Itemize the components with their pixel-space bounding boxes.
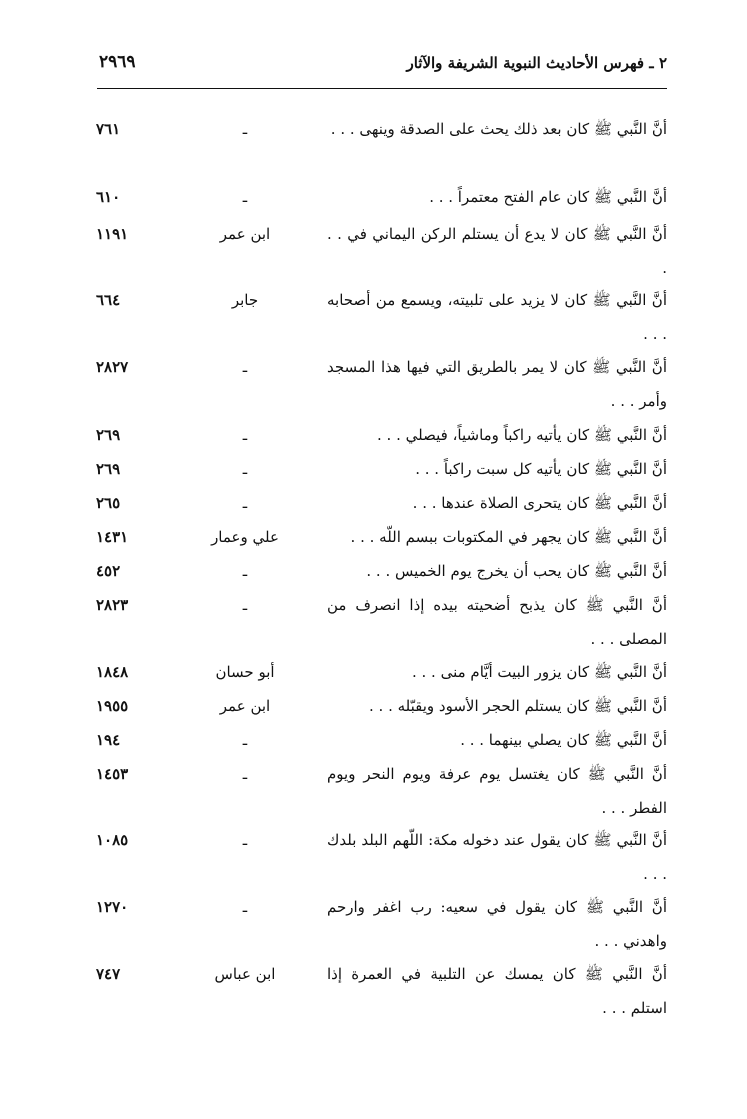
hadith-text: أنَّ النَّبي ﷺ كان يتحرى الصلاة عندها . . . — [412, 494, 667, 512]
hadith-text: أنَّ النَّبي ﷺ كان يذبح أضحيته بيده إذا انصرف من المصلى . . . — [327, 596, 667, 648]
hadith-text: أنَّ النَّبي ﷺ كان يجهر في المكتوبات ببسم اللّه . . . — [350, 528, 667, 546]
entry-number: ٢٦٥ — [96, 494, 121, 512]
narrator: ـ — [242, 120, 248, 138]
narrator: ـ — [242, 596, 248, 614]
hadith-text: أنَّ النَّبي ﷺ كان يزور البيت أيَّام منى . . . — [411, 663, 667, 681]
hadith-text: أنَّ النَّبي ﷺ كان لا يدع أن يستلم الركن اليماني في . . . — [327, 225, 667, 277]
narrator: ـ — [242, 731, 248, 749]
entry-number: ٧٦١ — [96, 120, 121, 138]
hadith-text: أنَّ النَّبي ﷺ كان عام الفتح معتمراً . . . — [429, 188, 667, 206]
narrator: ـ — [242, 831, 248, 849]
entry-number: ٢٨٢٧ — [96, 358, 129, 376]
entry-number: ١٩٤ — [96, 731, 121, 749]
entry-number: ٦١٠ — [96, 188, 121, 206]
narrator: ـ — [242, 765, 248, 783]
hadith-text: أنَّ النَّبي ﷺ كان لا يمر بالطريق التي فيها هذا المسجد وأمر . . . — [327, 358, 667, 410]
narrator: ـ — [242, 460, 248, 478]
hadith-text: أنَّ النَّبي ﷺ كان يقول عند دخوله مكة: اللّهم البلد بلدك . . . — [327, 831, 667, 883]
entry-number: ٢٨٢٣ — [96, 596, 129, 614]
running-title: ٢ ـ فهرس الأحاديث النبوية الشريفة والآثار — [406, 54, 667, 72]
hadith-text: أنَّ النَّبي ﷺ كان يمسك عن التلبية في العمرة إذا استلم . . . — [327, 965, 667, 1017]
hadith-text: أنَّ النَّبي ﷺ كان يصلي بينهما . . . — [460, 731, 667, 749]
entry-number: ٢٦٩ — [96, 460, 121, 478]
narrator: ابن عمر — [219, 225, 271, 243]
entry-number: ١٤٥٣ — [96, 765, 129, 783]
entry-number: ١٩٥٥ — [96, 697, 129, 715]
entry-number: ١١٩١ — [96, 225, 129, 243]
hadith-text: أنَّ النَّبي ﷺ كان يحب أن يخرج يوم الخميس . . . — [366, 562, 667, 580]
hadith-text: أنَّ النَّبي ﷺ كان يأتيه راكباً وماشياً، فيصلي . . . — [377, 426, 667, 444]
narrator: جابر — [231, 291, 259, 309]
entry-number: ١٨٤٨ — [96, 663, 129, 681]
narrator: ابن عباس — [214, 965, 276, 983]
hadith-text: أنَّ النَّبي ﷺ كان لا يزيد على تلبيته، ويسمع من أصحابه . . . — [327, 291, 667, 343]
narrator: علي وعمار — [211, 528, 279, 546]
narrator: ـ — [242, 358, 248, 376]
entry-number: ٢٦٩ — [96, 426, 121, 444]
hadith-text: أنَّ النَّبي ﷺ كان يأتيه كل سبت راكباً . . . — [415, 460, 667, 478]
entry-number: ٧٤٧ — [96, 965, 121, 983]
page-header — [97, 48, 667, 89]
entry-number: ١٢٧٠ — [96, 898, 129, 916]
narrator: ـ — [242, 188, 248, 206]
hadith-text: أنَّ النَّبي ﷺ كان بعد ذلك يحث على الصدقة وينهى . . . — [330, 120, 667, 138]
entry-number: ١٠٨٥ — [96, 831, 129, 849]
narrator: ـ — [242, 562, 248, 580]
narrator: ـ — [242, 494, 248, 512]
hadith-text: أنَّ النَّبي ﷺ كان يستلم الحجر الأسود ويقبّله . . . — [369, 697, 667, 715]
entry-number: ٦٦٤ — [96, 291, 121, 309]
narrator: ـ — [242, 898, 248, 916]
hadith-text: أنَّ النَّبي ﷺ كان يقول في سعيه: رب اغفر وارحم واهدني . . . — [327, 898, 667, 950]
entry-number: ٤٥٢ — [96, 562, 121, 580]
narrator: ابن عمر — [219, 697, 271, 715]
page-number: ٢٩٦٩ — [99, 52, 136, 72]
entry-number: ١٤٣١ — [96, 528, 129, 546]
narrator: أبو حسان — [215, 663, 275, 681]
hadith-text: أنَّ النَّبي ﷺ كان يغتسل يوم عرفة ويوم النحر ويوم الفطر . . . — [327, 765, 667, 817]
narrator: ـ — [242, 426, 248, 444]
